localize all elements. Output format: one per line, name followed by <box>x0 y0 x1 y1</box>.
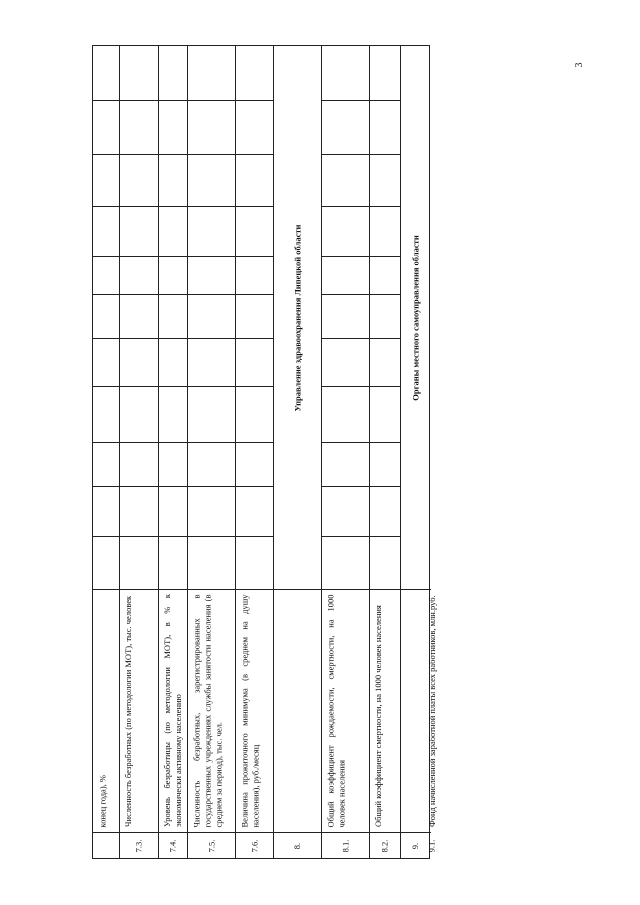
row-border <box>158 442 187 443</box>
indicator-description <box>425 594 438 827</box>
section-title: Органы местного самоуправления области <box>410 234 421 401</box>
row-border <box>369 442 400 443</box>
row-border <box>187 294 235 295</box>
indicator-description-cell <box>158 589 187 832</box>
indicator-text: Общий коэффициент смертности, на 1000 человек населения <box>373 605 383 827</box>
indicator-text: Численность безработных (по методологии МОТ), тыс. человек <box>123 595 133 827</box>
row-border <box>158 486 187 487</box>
indicator-description-cell <box>369 589 400 832</box>
section-header-cell <box>400 46 431 589</box>
row-border <box>187 536 235 537</box>
row-number-cell <box>93 832 119 860</box>
row-number-cell <box>321 832 369 860</box>
row-number: 7.5. <box>206 839 216 853</box>
row-border <box>235 486 273 487</box>
row-border <box>158 154 187 155</box>
row-border <box>235 100 273 101</box>
indicator-description-cell <box>187 589 235 832</box>
row-number-cell <box>235 832 273 860</box>
row-border <box>187 338 235 339</box>
row-border <box>158 386 187 387</box>
row-border <box>119 206 158 207</box>
row-border <box>158 100 187 101</box>
row-border <box>187 442 235 443</box>
row-border <box>235 154 273 155</box>
row-border <box>321 338 369 339</box>
row-border <box>187 386 235 387</box>
row-number-cell <box>187 832 235 860</box>
row-number: 8.2. <box>379 839 390 853</box>
row-number: 8. <box>292 842 302 850</box>
indicator-description <box>237 594 271 827</box>
row-border <box>369 386 400 387</box>
indicator-description-cell <box>119 589 158 832</box>
indicator-description-cell <box>235 589 273 832</box>
row-border <box>119 154 158 155</box>
row-border <box>93 486 119 487</box>
row-border <box>321 100 369 101</box>
row-border <box>187 206 235 207</box>
row-border <box>119 536 158 537</box>
row-number: 9.1. <box>426 839 436 853</box>
row-border <box>187 256 235 257</box>
row-number-cell <box>273 832 321 860</box>
indicator-description-cell <box>93 589 119 832</box>
row-border <box>235 536 273 537</box>
row-border <box>369 100 400 101</box>
row-border <box>235 256 273 257</box>
row-number-cell <box>158 832 187 860</box>
indicator-description <box>189 594 233 827</box>
row-border <box>93 100 119 101</box>
row-border <box>187 486 235 487</box>
row-border <box>321 442 369 443</box>
row-border <box>369 206 400 207</box>
row-border <box>158 206 187 207</box>
row-border <box>235 338 273 339</box>
row-border <box>119 294 158 295</box>
indicator-description <box>95 594 117 827</box>
indicator-description <box>121 594 156 827</box>
section-title: Управление здравоохранения Липецкой области <box>292 224 303 411</box>
row-border <box>158 536 187 537</box>
data-table <box>92 45 437 859</box>
row-border <box>93 206 119 207</box>
row-border <box>273 589 321 590</box>
indicator-text: Величина прожиточного минимума (в среднем на душу населения), руб./месяц <box>239 594 260 827</box>
row-border <box>321 486 369 487</box>
row-border <box>369 338 400 339</box>
row-border <box>369 486 400 487</box>
row-border <box>369 154 400 155</box>
row-number: 9. <box>410 842 421 850</box>
row-number: 7.6. <box>249 839 259 853</box>
row-border <box>158 294 187 295</box>
indicator-description <box>323 594 367 827</box>
indicator-description-cell <box>321 589 369 832</box>
row-border <box>369 256 400 257</box>
row-border <box>158 338 187 339</box>
row-border <box>158 256 187 257</box>
row-border <box>93 154 119 155</box>
row-border <box>235 386 273 387</box>
page-number: 3 <box>574 62 585 68</box>
row-number-cell <box>119 832 158 860</box>
indicator-text: конец года), % <box>97 774 107 827</box>
row-border <box>93 256 119 257</box>
row-border <box>321 154 369 155</box>
row-border <box>93 294 119 295</box>
row-number: 8.1. <box>340 839 350 853</box>
section-header-cell <box>273 46 321 589</box>
row-border <box>93 386 119 387</box>
row-border <box>321 386 369 387</box>
row-number-cell <box>369 832 400 860</box>
row-border <box>119 338 158 339</box>
row-border <box>93 442 119 443</box>
row-border <box>119 256 158 257</box>
row-border <box>93 338 119 339</box>
indicator-text: Общий коэффициент рождаемости, смертности, на 1000 человек населения <box>325 594 346 827</box>
row-border <box>400 589 431 590</box>
row-border <box>119 442 158 443</box>
row-border <box>321 256 369 257</box>
indicator-text: Фонд начисленной заработной платы всех работников, млн.руб. <box>426 595 437 827</box>
row-border <box>321 206 369 207</box>
row-border <box>235 206 273 207</box>
row-border <box>369 536 400 537</box>
indicator-text: Уровень безработицы (по методологии МОТ), в % к экономически активному населению <box>162 594 183 827</box>
indicator-description <box>160 594 185 827</box>
row-number: 7.3. <box>133 839 144 853</box>
row-border <box>187 100 235 101</box>
row-border <box>235 442 273 443</box>
row-border <box>119 100 158 101</box>
row-border <box>187 154 235 155</box>
row-border <box>235 294 273 295</box>
indicator-text: Численность безработных, зарегистрированных в государственных учреждениях службы занятости населения (в среднем за период), тыс. чел. <box>191 594 223 827</box>
row-border <box>119 386 158 387</box>
row-border <box>119 486 158 487</box>
row-border <box>321 536 369 537</box>
row-border <box>369 294 400 295</box>
indicator-description <box>371 594 398 827</box>
row-border <box>321 294 369 295</box>
row-border <box>93 536 119 537</box>
row-number: 7.4. <box>167 839 178 853</box>
